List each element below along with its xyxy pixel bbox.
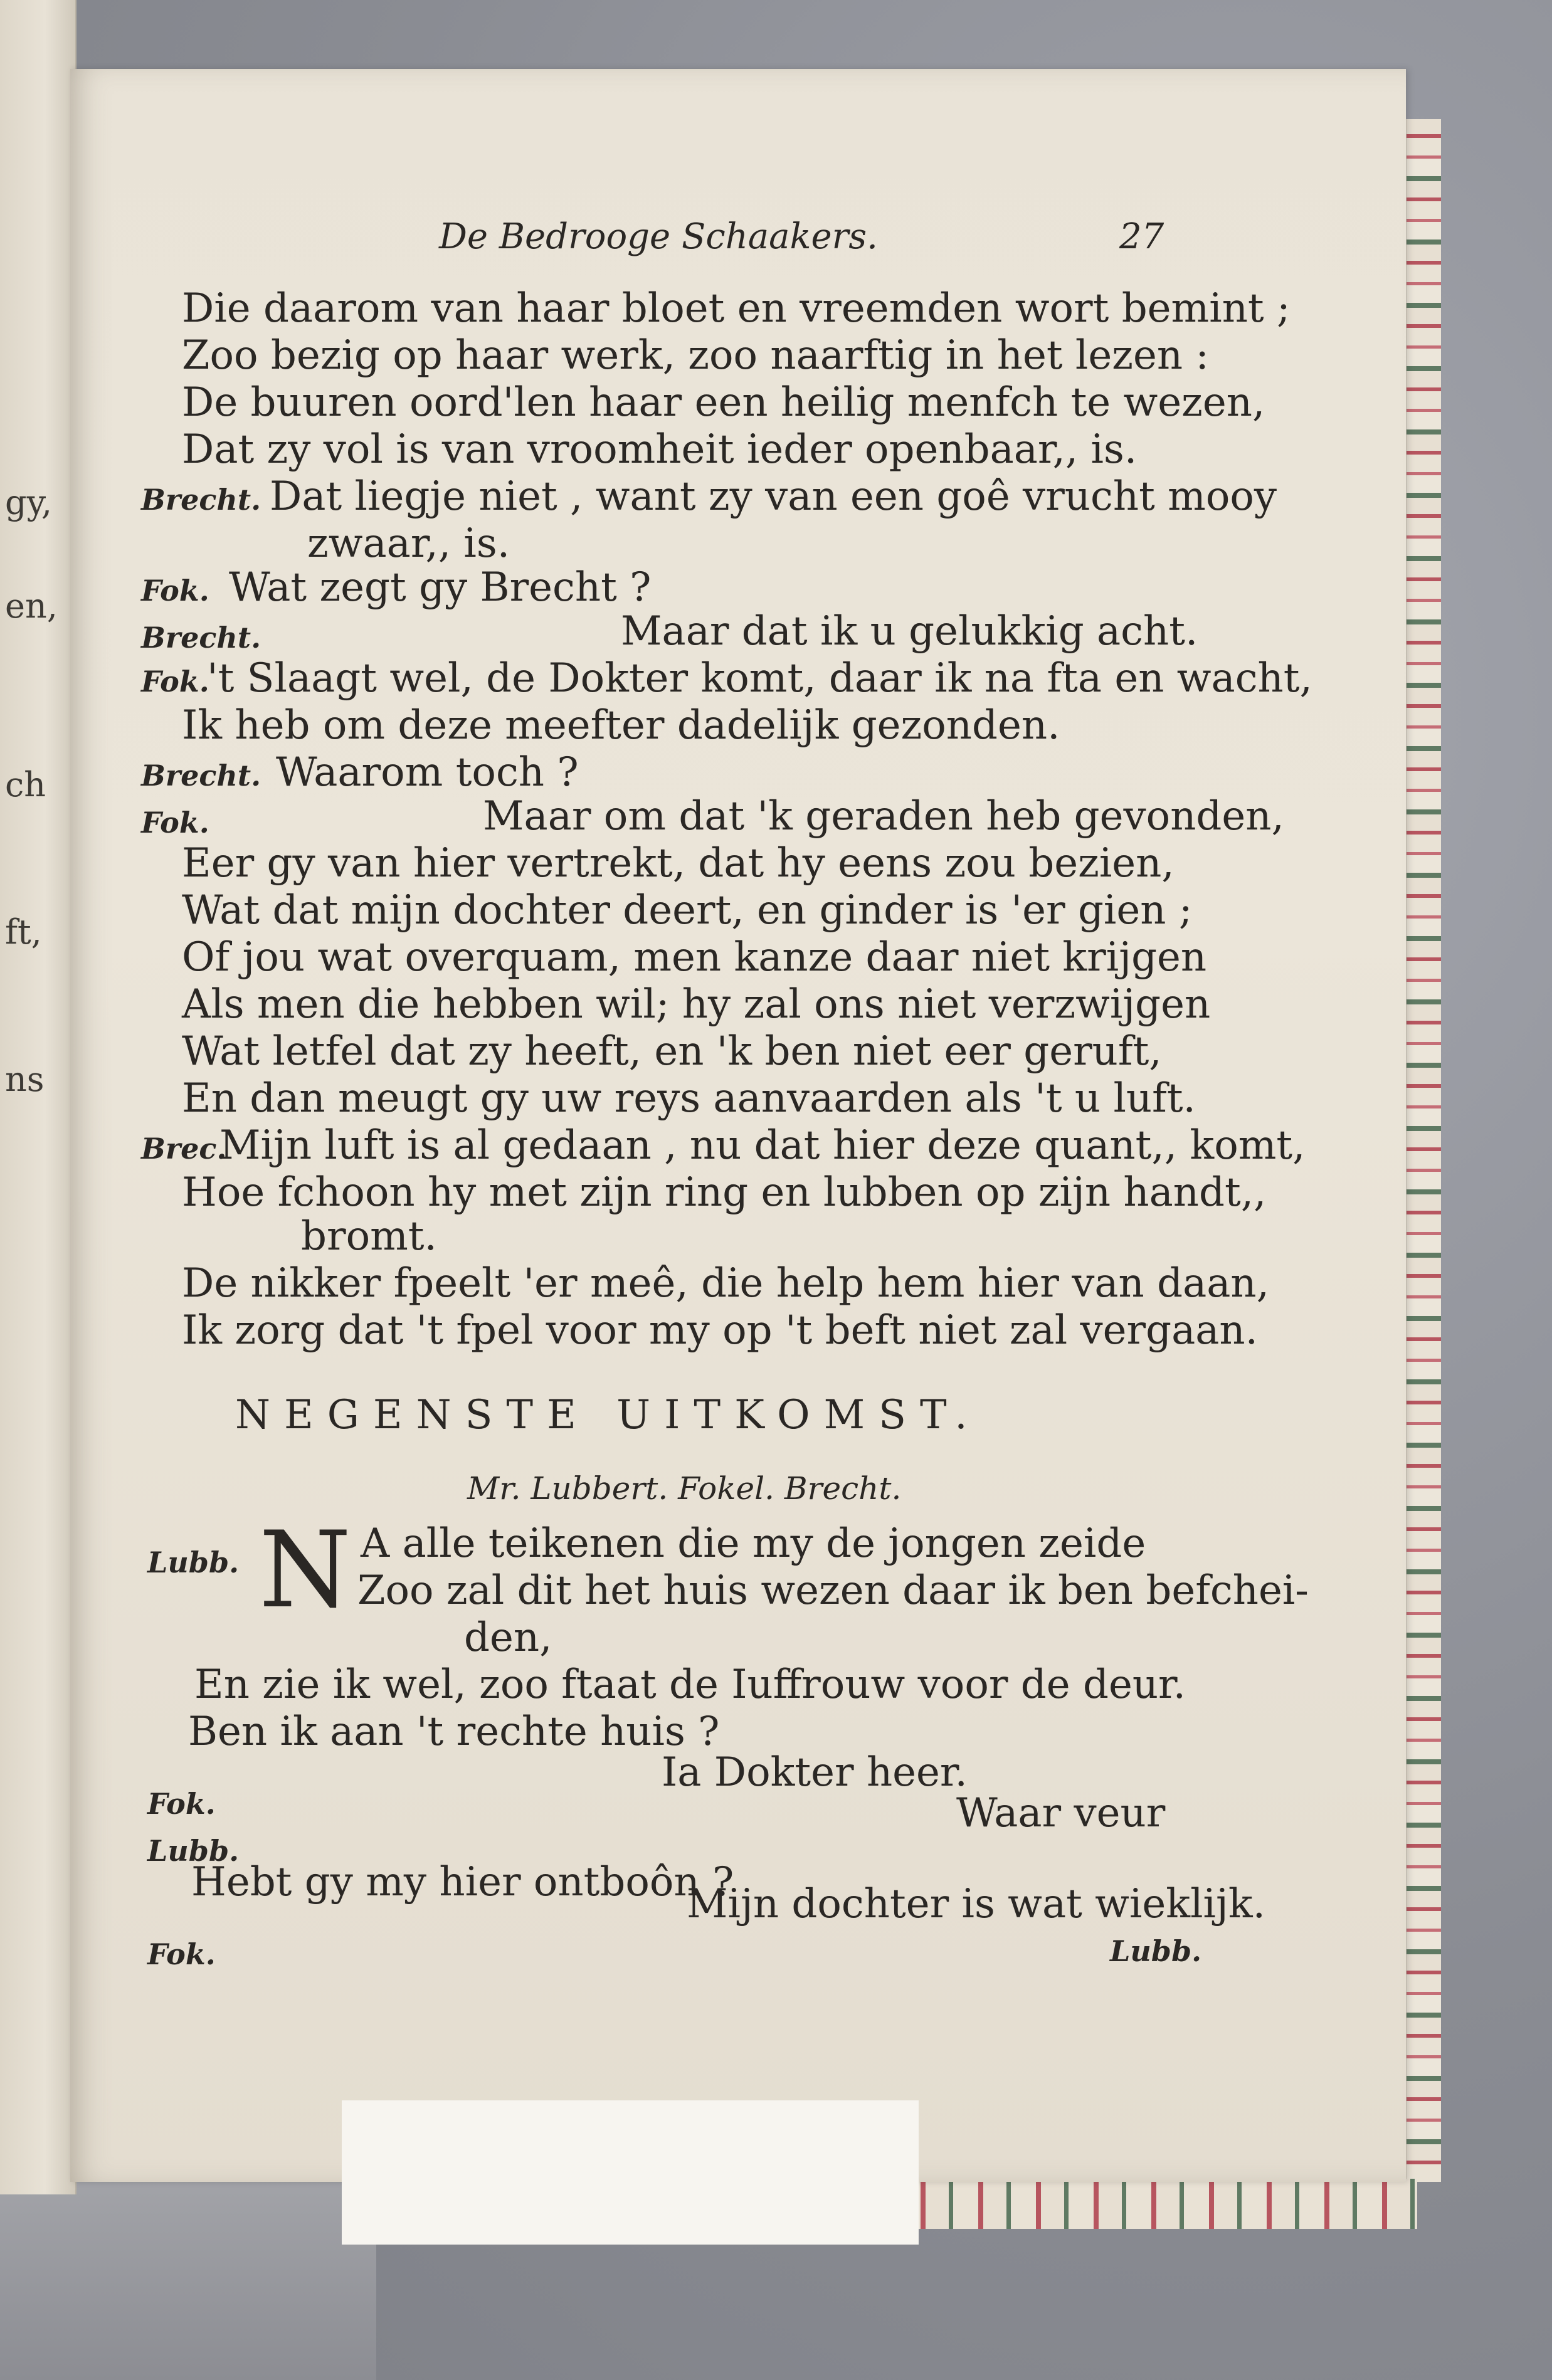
catchword: Lubb. (1110, 1934, 1202, 1968)
left-page-fragment: ft, (5, 912, 42, 952)
left-page-edge (0, 0, 77, 2194)
verse-line: Die daarom van haar bloet en vreemden wort bemint ; (182, 285, 1291, 332)
binding-shadow (0, 2182, 376, 2380)
verse-line: Ia Dokter heer. (662, 1749, 968, 1796)
verse-line: De nikker fpeelt 'er meê, die help hem hier van daan, (182, 1260, 1269, 1307)
verse-line: Waar veur (956, 1790, 1166, 1836)
left-page-fragment: ns (5, 1060, 45, 1099)
verse-line: Ik heb om deze meefter dadelijk gezonden. (182, 702, 1060, 749)
left-page-fragment: en, (5, 586, 58, 626)
speaker-label: Fok. (141, 665, 209, 698)
verse-line: Wat letfel dat zy heeft, en 'k ben niet eer geruft, (182, 1028, 1162, 1075)
verse-line: Hebt gy my hier ontboôn ? (191, 1859, 734, 1905)
verse-line: Mijn dochter is wat wieklijk. (687, 1881, 1265, 1927)
verse-line: bromt. (301, 1213, 437, 1260)
speaker-label: Brecht. (141, 621, 261, 655)
speaker-label: Brecht. (141, 759, 261, 792)
verse-line: Mijn luft is al gedaan , nu dat hier deze quant,, komt, (219, 1122, 1306, 1169)
verse-line: Maar dat ik u gelukkig acht. (621, 608, 1198, 655)
verse-line: Eer gy van hier vertrekt, dat hy eens zou bezien, (182, 840, 1175, 887)
verse-line: Waarom toch ? (276, 749, 579, 796)
white-label-sticker (342, 2100, 919, 2245)
running-head-title: De Bedrooge Schaakers. (439, 216, 878, 257)
verse-line: den, (464, 1614, 552, 1661)
verse-line: Zoo zal dit het huis wezen daar ik ben befchei- (357, 1567, 1309, 1614)
verse-line: Ik zorg dat 't fpel voor my op 't beft niet zal vergaan. (182, 1307, 1258, 1354)
verse-line: Dat liegje niet , want zy van een goê vrucht mooy (270, 473, 1277, 520)
speaker-label: Fok. (147, 1937, 216, 1971)
scene-cast: Mr. Lubbert. Fokel. Brecht. (467, 1470, 902, 1507)
verse-line: Zoo bezig op haar werk, zoo naarftig in het lezen : (182, 332, 1209, 379)
verse-line: En dan meugt gy uw reys aanvaarden als 't u luft. (182, 1075, 1196, 1122)
drop-capital: N (259, 1509, 351, 1631)
page-number: 27 (1119, 216, 1164, 257)
speaker-label: Brecht. (141, 483, 261, 517)
verse-line: 't Slaagt wel, de Dokter komt, daar ik na fta en wacht, (207, 655, 1312, 702)
speaker-label: Fok. (141, 574, 209, 608)
marbled-edge-right (1405, 119, 1441, 2182)
speaker-label: Fok. (141, 806, 209, 840)
verse-line: zwaar,, is. (307, 520, 510, 567)
scene-heading: NEGENSTE UITKOMST. (235, 1392, 981, 1438)
speaker-label: Brec. (141, 1132, 227, 1166)
verse-line: Hoe fchoon hy met zijn ring en lubben op zijn handt,, (182, 1169, 1267, 1216)
left-page-fragment: gy, (5, 483, 53, 522)
verse-line: Of jou wat overquam, men kanze daar niet krijgen (182, 934, 1207, 981)
verse-line: Dat zy vol is van vroomheit ieder openbaar,, is. (182, 426, 1138, 473)
speaker-label: Lubb. (147, 1545, 240, 1579)
verse-line: A alle teikenen die my de jongen zeide (361, 1520, 1146, 1567)
verse-line: Wat zegt gy Brecht ? (229, 564, 652, 611)
verse-line: Wat dat mijn dochter deert, en ginder is 'er gien ; (182, 887, 1193, 934)
verse-line: Maar om dat 'k geraden heb gevonden, (483, 793, 1284, 840)
verse-line: En zie ik wel, zoo ftaat de Iuffrouw voor de deur. (194, 1661, 1186, 1708)
verse-line: Als men die hebben wil; hy zal ons niet verzwijgen (182, 981, 1211, 1028)
verse-line: De buuren oord'len haar een heilig menfch te wezen, (182, 379, 1265, 426)
verse-line: Ben ik aan 't rechte huis ? (188, 1709, 720, 1755)
speaker-label: Lubb. (147, 1834, 240, 1868)
left-page-fragment: ch (5, 765, 46, 804)
speaker-label: Fok. (147, 1787, 216, 1821)
